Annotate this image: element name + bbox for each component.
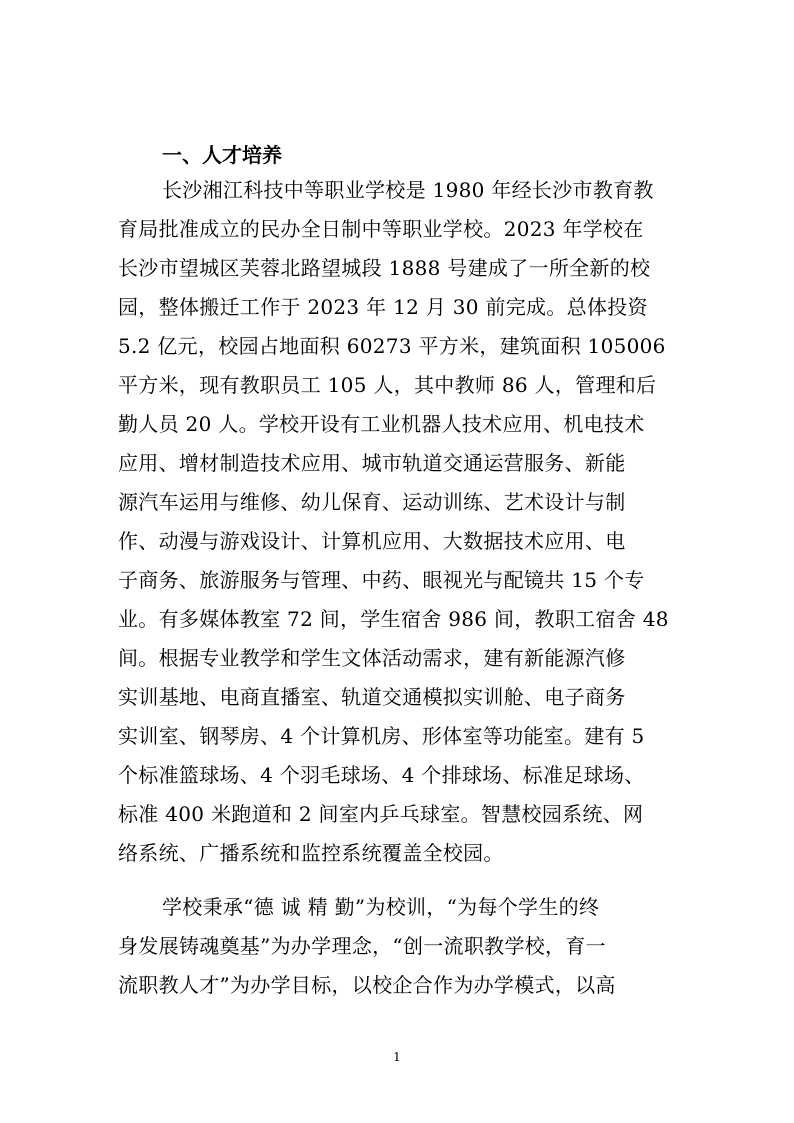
section-heading: 一、人才培养	[162, 143, 282, 167]
paragraph-line: 标准 400 米跑道和 2 间室内乒乓球室。智慧校园系统、网	[118, 802, 644, 826]
paragraph-line: 间。根据专业教学和学生文体活动需求，建有新能源汽修	[118, 646, 626, 670]
paragraph-line: 作、动漫与游戏设计、计算机应用、大数据技术应用、电	[118, 529, 626, 553]
paragraph-line: 子商务、旅游服务与管理、中药、眼视光与配镜共 15 个专	[118, 568, 645, 592]
paragraph-line: 个标准篮球场、4 个羽毛球场、4 个排球场、标准足球场、	[118, 763, 645, 787]
paragraph-line: 学校秉承“德 诚 精 勤”为校训，“为每个学生的终	[162, 895, 600, 919]
paragraph-line: 实训室、钢琴房、4 个计算机房、形体室等功能室。建有 5	[118, 724, 645, 748]
paragraph-line: 流职教人才”为办学目标，以校企合作为办学模式，以高	[118, 973, 616, 997]
paragraph-line: 络系统、广播系统和监控系统覆盖全校园。	[118, 841, 504, 865]
paragraph-line: 5.2 亿元，校园占地面积 60273 平方米，建筑面积 105006	[118, 334, 666, 358]
paragraph-line: 育局批准成立的民办全日制中等职业学校。2023 年学校在	[118, 217, 644, 241]
paragraph-line: 业。有多媒体教室 72 间，学生宿舍 986 间，教职工宿舍 48	[118, 607, 669, 631]
paragraph-line: 长沙市望城区芙蓉北路望城段 1888 号建成了一所全新的校	[118, 256, 651, 280]
paragraph-line: 身发展铸魂奠基”为办学理念，“创一流职教学校，育一	[118, 934, 606, 958]
paragraph-line: 实训基地、电商直播室、轨道交通模拟实训舱、电子商务	[118, 685, 626, 709]
paragraph-line: 平方米，现有教职员工 105 人，其中教师 86 人，管理和后	[118, 373, 657, 397]
paragraph-line: 源汽车运用与维修、幼儿保育、运动训练、艺术设计与制	[118, 490, 626, 514]
paragraph-line: 勤人员 20 人。学校开设有工业机器人技术应用、机电技术	[118, 412, 645, 436]
paragraph-line: 园，整体搬迁工作于 2023 年 12 月 30 前完成。总体投资	[118, 295, 648, 319]
paragraph-line: 长沙湘江科技中等职业学校是 1980 年经长沙市教育教	[162, 178, 654, 202]
paragraph-line: 应用、增材制造技术应用、城市轨道交通运营服务、新能	[118, 451, 626, 475]
page-number: 1	[393, 1050, 401, 1064]
